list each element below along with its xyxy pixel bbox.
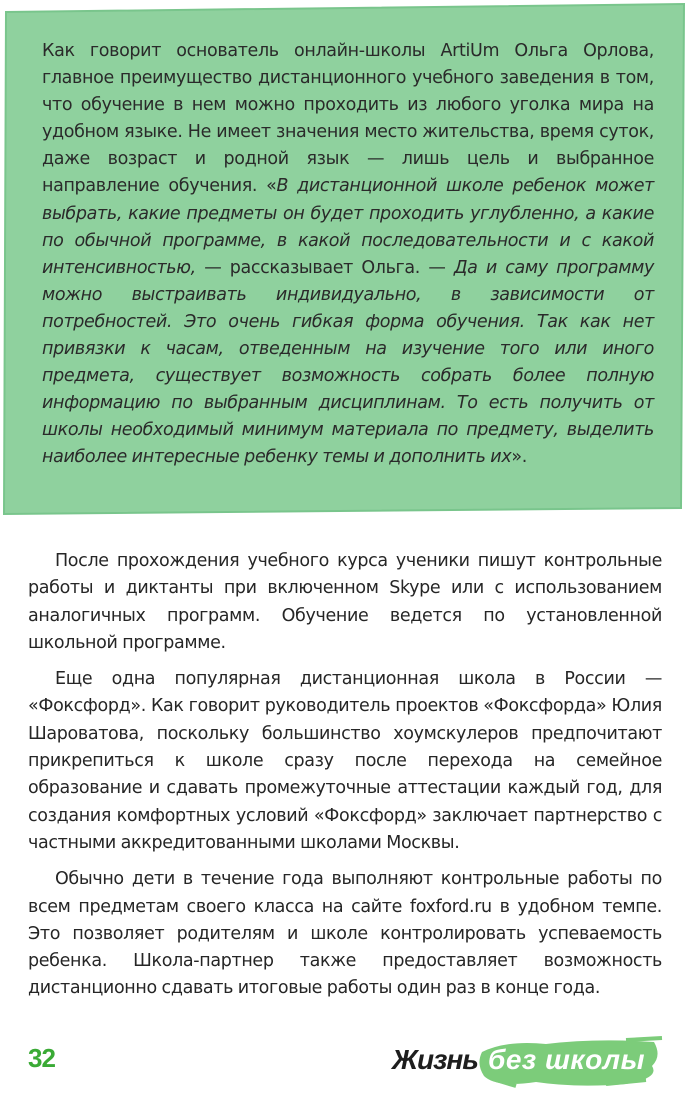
quote-box: [0, 0, 687, 520]
logo-word: Жизнь: [392, 1044, 478, 1075]
quote-italic-2: Да и саму программу можно выстраивать индивидуально, в зависимости от потребностей. Это очень гибкая форма обучения. Так как нет привязки к часам, отведенным на изучение того или иного предмета, существует возможность собрать более полную информацию по выбранным дисциплинам. То есть получить от школы необходимый минимум материала по предмету, выделить наиболее интересные ребенку темы и дополнить их: [42, 257, 654, 468]
paragraph: После прохождения учебного курса ученики пишут контрольные работы и диктанты при включенном Skype или с использованием аналогичных программ. Обучение ведется по установленной школьной программе.: [28, 551, 662, 653]
quote-italic-1: В дистанционной школе ребенок может выбрать, какие предметы он будет проходить углубленно, а какие по обычной программе, в какой последовательности и с какой интенсивностью,: [42, 176, 655, 278]
page-number: 32: [28, 1043, 55, 1073]
quote-attribution: — рассказывает Ольга. —: [195, 257, 454, 278]
quote-closing: ».: [511, 447, 527, 468]
book-logo: [388, 1030, 678, 1090]
quote-text: [42, 38, 654, 472]
paragraph: Еще одна популярная дистанционная школа в России — «Фоксфорд». Как говорит руководитель проектов «Фоксфорда» Юлия Шароватова, поскольку большинство хоумскулеров предпочитают прикрепиться к школе сразу после перехода на семейное образование и сдавать промежуточные аттестации каждый год, для создания комфортных условий «Фоксфорд» заключает партнерство с частными аккредитованными школами Москвы.: [28, 669, 662, 853]
logo-tagline: без школы: [488, 1044, 645, 1075]
paragraph: Обычно дети в течение года выполняют контрольные работы по всем предметам своего класса на сайте foxford.ru в удобном темпе. Это позволяет родителям и школе контролировать успеваемость ребенка. Школа-партнер также предоставляет возможность дистанционно сдавать итоговые работы один раз в конце года.: [28, 869, 662, 999]
quote-intro: Как говорит основатель онлайн-школы ArtiUm Ольга Орлова, главное преимущество дистанционного учебного заведения в том, что обучение в нем можно проходить из любого уголка мира на удобном языке. Не имеет значения место жительства, время суток, даже возраст и родной язык — лишь цель и выбранное направление обучения. «: [42, 41, 654, 197]
article-body: [28, 548, 662, 1012]
